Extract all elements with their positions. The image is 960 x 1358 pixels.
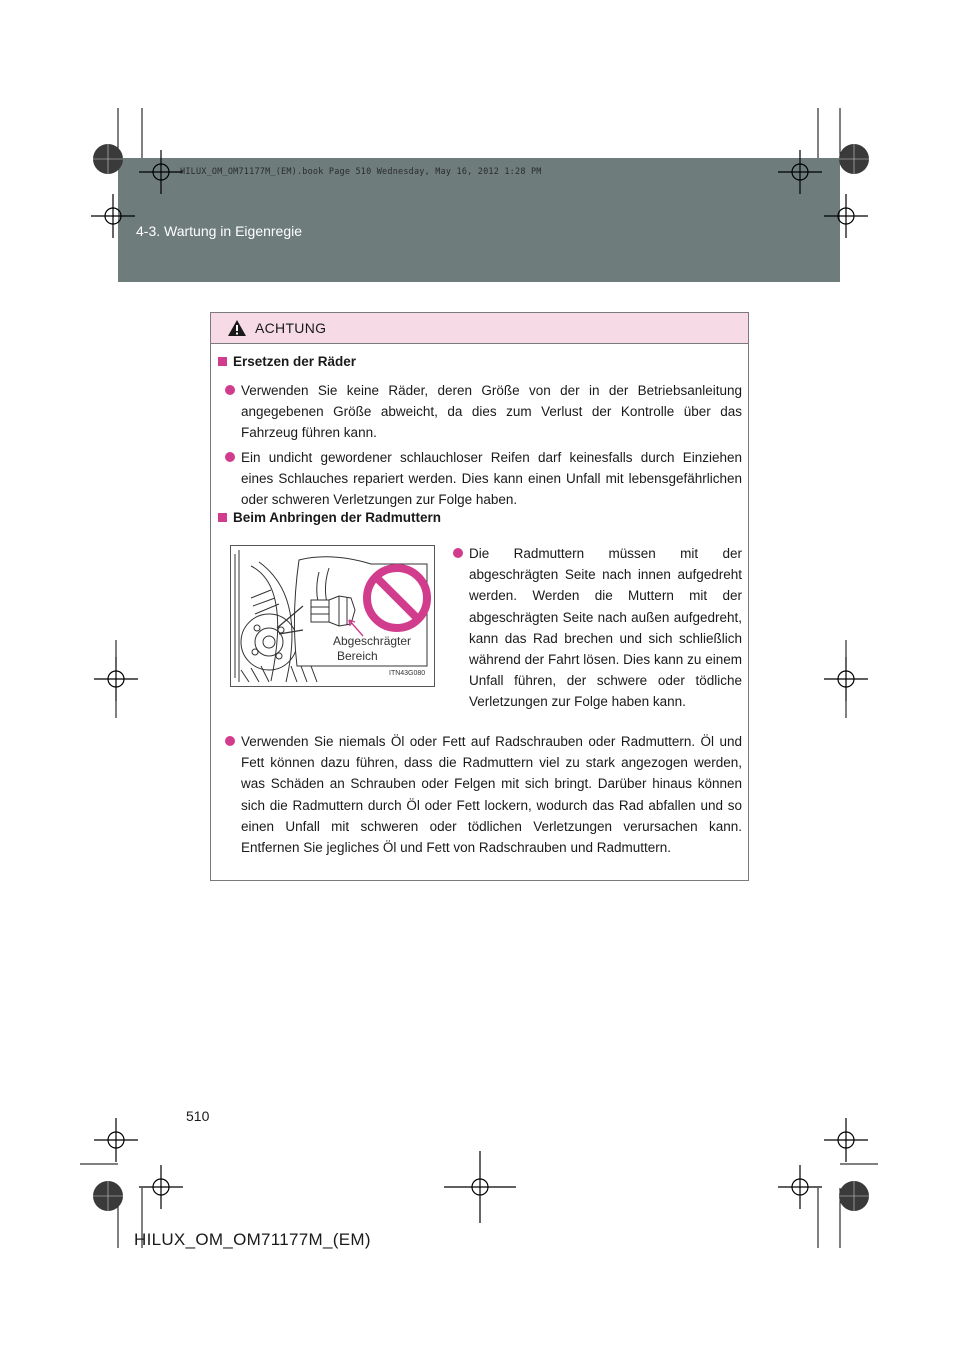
book-info: HILUX_OM_OM71177M_(EM).book Page 510 Wednesday, May 16, 2012 1:28 PM	[180, 167, 542, 177]
bullet-text: Verwenden Sie keine Räder, deren Größe von der in der Betriebsanleitung angegebenen Größe abweicht, da dies zum Verlust der Kontrolle über das Fahrzeug führen kann.	[241, 383, 742, 441]
lug-nut-figure	[230, 545, 435, 687]
figure-label-line: Abgeschrägter	[333, 634, 412, 648]
bullet-dot-icon	[453, 548, 463, 558]
section-heading-text: Ersetzen der Räder	[233, 354, 357, 369]
section-heading-text: Beim Anbringen der Radmuttern	[233, 510, 442, 525]
figure-label-line: Bereich	[337, 649, 378, 663]
bullet-item	[469, 543, 742, 713]
page-number: 510	[186, 1108, 210, 1124]
bullet-dot-icon	[225, 385, 235, 395]
bullet-text: Verwenden Sie niemals Öl oder Fett auf Radschrauben oder Radmuttern. Öl und Fett können dazu führen, dass die Radmuttern viel zu stark angezogen werden, was Schäden an Schrauben oder Felgen mit sich bringt. Darüber hinaus können sich die Radmuttern durch Öl oder Fett lockern, wodurch das Rad abfallen und so einen Unfall mit schweren oder tödlichen Verletzungen verursachen kann. Entfernen Sie jegliches Öl und Fett von Radschrauben und Radmuttern.	[241, 734, 742, 856]
square-bullet-icon	[218, 357, 227, 366]
bullet-item	[241, 380, 742, 444]
bullet-text: Ein undicht gewordener schlauchloser Reifen darf keinesfalls durch Einziehen eines Schlauches repariert werden. Dies kann einen Unfall mit lebensgefährlichen oder schweren Verletzungen zur Folge haben.	[241, 450, 742, 508]
bullet-text: Die Radmuttern müssen mit der abgeschrägten Seite nach innen aufgedreht werden. Werden die Muttern mit der abgeschrägten Seite nach außen aufgedreht, kann das Rad brechen und sich schließlich während der Fahrt lösen. Dies kann zu einem Unfall führen, der schwere oder tödliche Verletzungen zur Folge haben kann.	[469, 546, 742, 710]
bullet-item	[241, 731, 742, 858]
square-bullet-icon	[218, 513, 227, 522]
warning-title: ACHTUNG	[255, 320, 327, 336]
section-heading-wheels	[218, 354, 356, 369]
bullet-dot-icon	[225, 736, 235, 746]
figure-code: ITN43G080	[389, 670, 426, 677]
document-id: HILUX_OM_OM71177M_(EM)	[134, 1230, 371, 1249]
warning-triangle-icon	[227, 319, 247, 337]
section-heading-lug-nuts	[218, 510, 441, 525]
section-title: 4-3. Wartung in Eigenregie	[136, 223, 303, 239]
bullet-dot-icon	[225, 452, 235, 462]
wheel-lug-nut-illustration	[231, 546, 434, 686]
warning-box	[210, 312, 749, 881]
bullet-item	[241, 447, 742, 511]
figure-label	[333, 634, 411, 664]
warning-header	[211, 313, 748, 344]
